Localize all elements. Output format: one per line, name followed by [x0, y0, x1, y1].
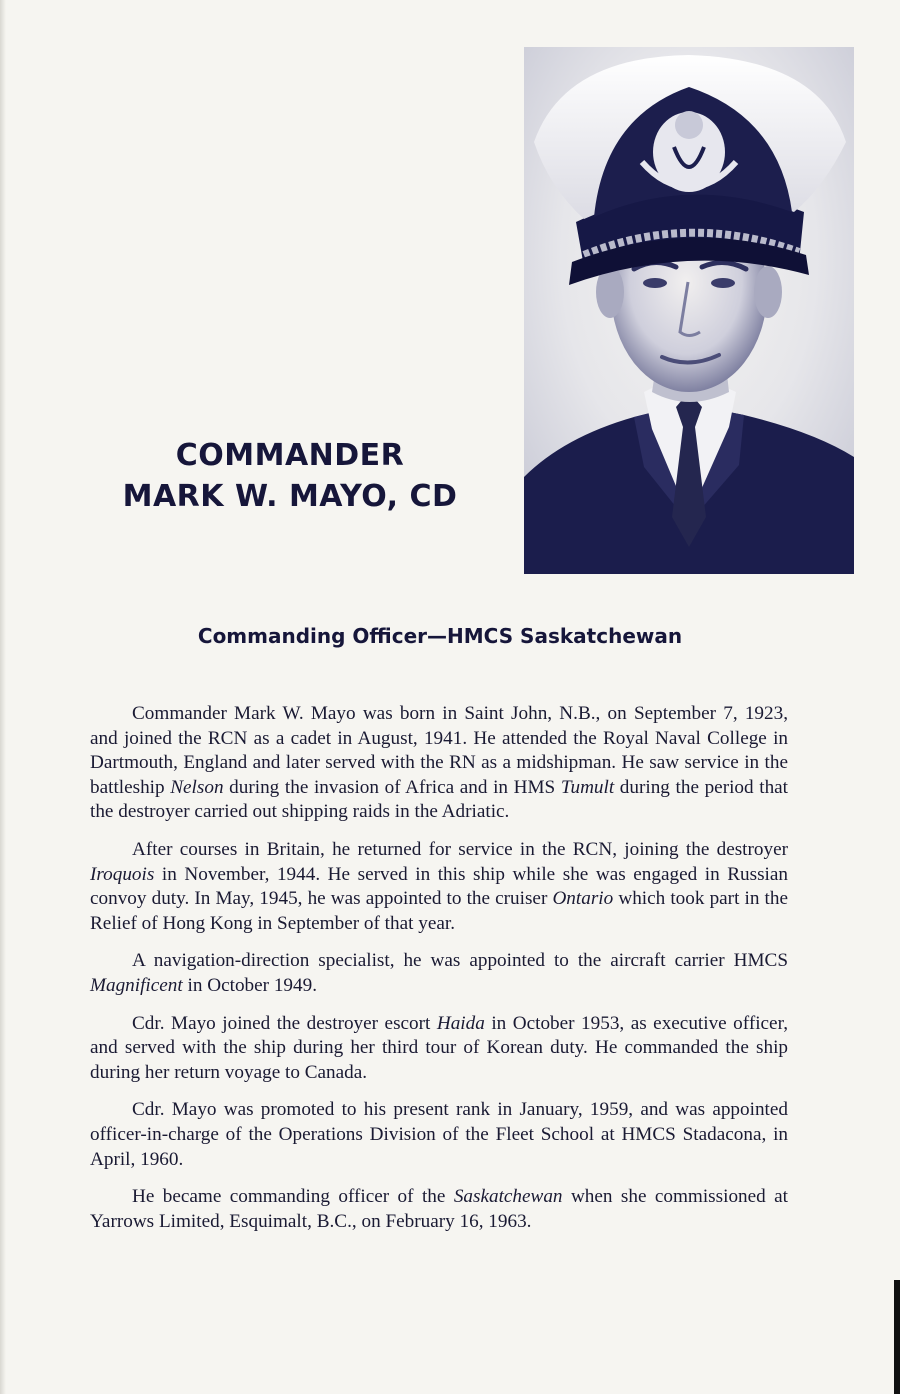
bio-paragraph: Commander Mark W. Mayo was born in Saint John, N.B., on September 7, 1923, and joined the RCN as a cadet in August, 1941. He attended the Royal Naval College in Dartmouth, England and later served with the RN as a midshipman. He saw service in the battleship Nelson during the invasion of Africa and in HMS Tumult during the period that the destroyer carried out shipping raids in the Adriatic. — [90, 703, 789, 823]
position-title: Commanding Officer—HMCS Saskatchewan — [197, 624, 683, 648]
bio-paragraph: He became commanding officer of the Saskatchewan when she commissioned at Yarrows Limited, Esquimalt, B.C., on February 16, 1963. — [90, 1186, 789, 1232]
officer-heading — [100, 436, 480, 518]
biography — [90, 702, 788, 1247]
bio-paragraph: After courses in Britain, he returned for service in the RCN, joining the destroyer Iroquois in November, 1944. He served in this ship while she was engaged in Russian convoy duty. In May, 1945, he was appointed to the cruiser Ontario which took part in the Relief of Hong Kong in September of that year. — [90, 838, 788, 934]
page-edge-shadow — [0, 0, 6, 1394]
bio-paragraph: Cdr. Mayo was promoted to his present rank in January, 1959, and was appointed officer-in-charge of the Operations Division of the Fleet School at HMCS Stadacona, in April, 1960. — [90, 1099, 788, 1170]
bio-paragraph: A navigation-direction specialist, he was appointed to the aircraft carrier HMCS Magnificent in October 1949. — [90, 950, 788, 996]
officer-name: MARK W. MAYO, CD — [122, 479, 458, 514]
officer-rank: COMMANDER — [175, 438, 405, 473]
page-edge-mark — [894, 1280, 900, 1394]
bio-paragraph: Cdr. Mayo joined the destroyer escort Haida in October 1953, as executive officer, and served with the ship during her third tour of Korean duty. He commanded the ship during her return voyage to Canada. — [90, 1012, 788, 1083]
officer-portrait — [524, 47, 854, 574]
portrait-illustration — [524, 47, 854, 574]
